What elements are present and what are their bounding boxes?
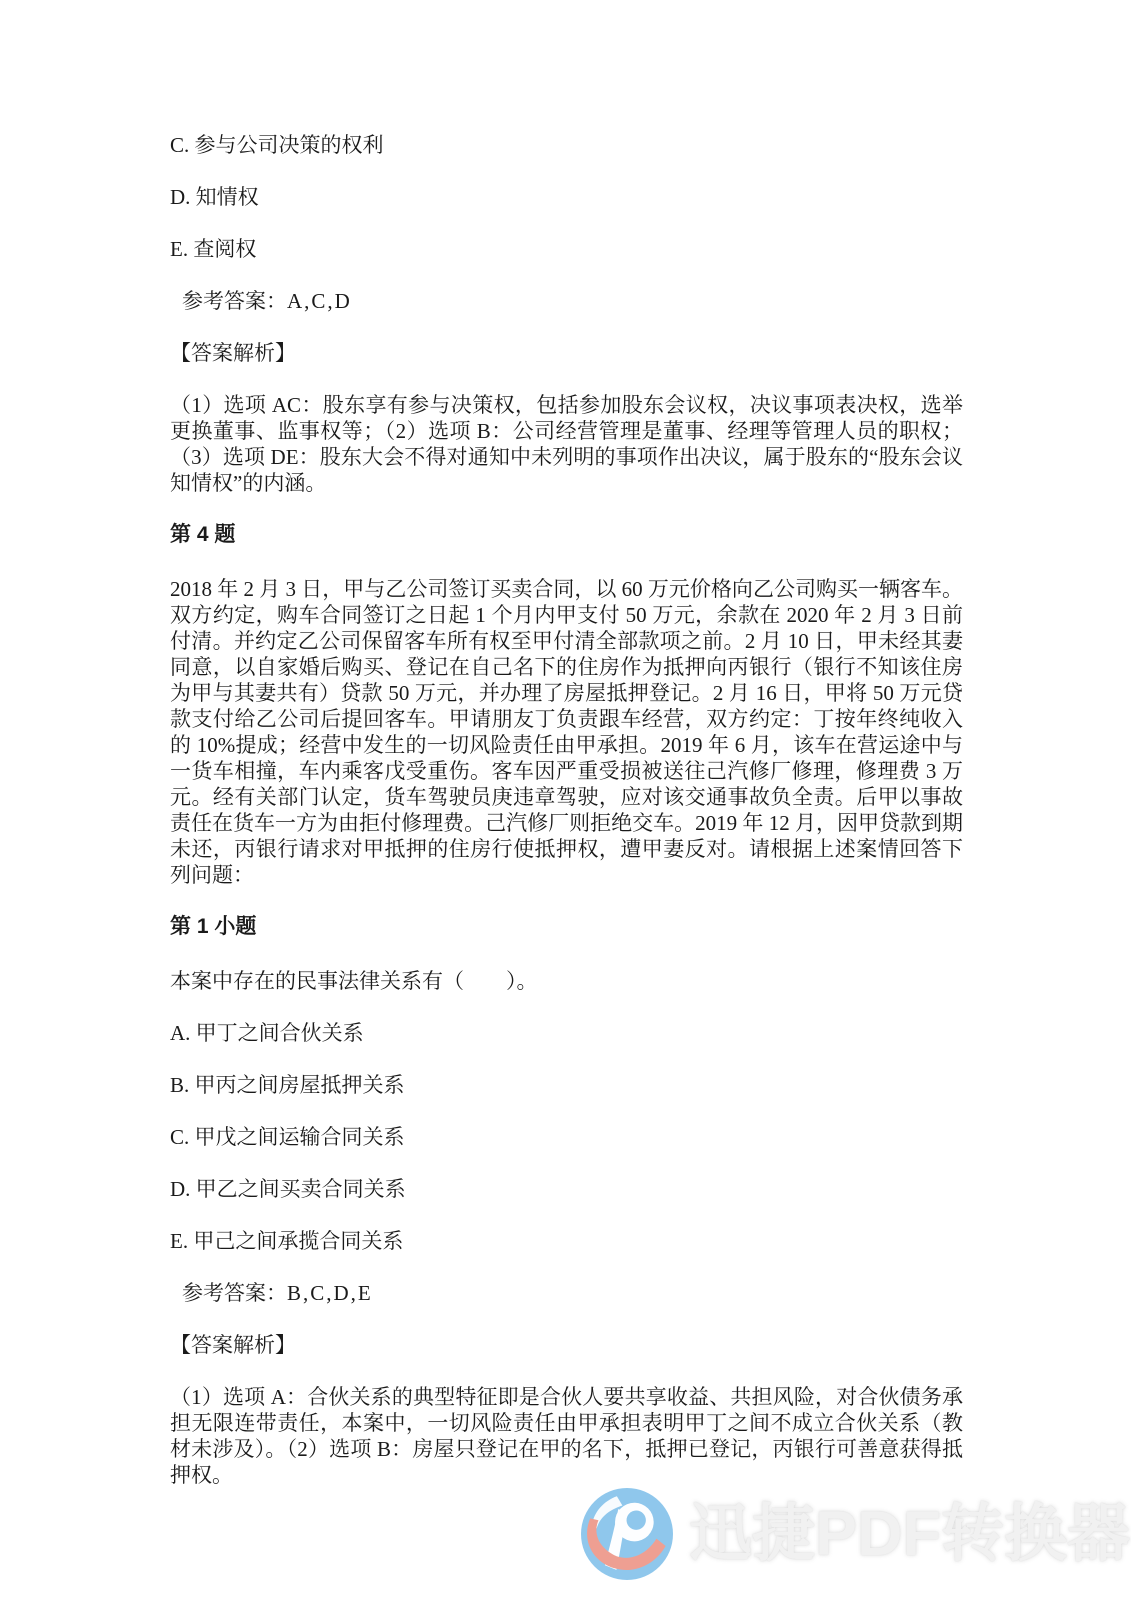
option-row-c: C. 甲戊之间运输合同关系 (170, 1125, 405, 1149)
option-row-e: E. 查阅权 (170, 237, 257, 261)
option-row-a: A. 甲丁之间合伙关系 (170, 1021, 364, 1045)
content-area (170, 132, 963, 1514)
analysis-paragraph: （1）选项 A：合伙关系的典型特征即是合伙人要共享收益、共担风险，对合伙债务承担无限连带责任，本案中，一切风险责任由甲承担表明甲丁之间不成立合伙关系（教材未涉及）。（2）选项 B：房屋只登记在甲的名下，抵押已登记，丙银行可善意获得抵押权。 (170, 1385, 963, 1487)
analysis-paragraph: （1）选项 AC：股东享有参与决策权，包括参加股东会议权，决议事项表决权，选举更换董事、监事权等；（2）选项 B：公司经营管理是董事、经理等管理人员的职权；（3）选项 DE：股东大会不得对通知中未列明的事项作出决议，属于股东的“股东会议知情权”的内涵。 (170, 393, 963, 495)
reference-answer-line (170, 1280, 963, 1306)
reference-answer-value: A,C,D (287, 289, 352, 313)
analysis-heading: 【答案解析】 (170, 1333, 296, 1357)
analysis-heading: 【答案解析】 (170, 341, 296, 365)
watermark-text: 迅捷PDF转换器 (689, 1499, 1130, 1569)
reference-answer-line (170, 288, 963, 314)
reference-answer-label: 参考答案： (182, 1281, 287, 1305)
watermark (581, 1478, 1130, 1590)
question4-title: 第 4 题 (170, 523, 236, 546)
reference-answer-label: 参考答案： (182, 289, 287, 313)
sub-question1-title: 第 1 小题 (170, 915, 257, 938)
question4-case-text: 2018 年 2 月 3 日，甲与乙公司签订买卖合同，以 60 万元价格向乙公司购买一辆客车。双方约定，购车合同签订之日起 1 个月内甲支付 50 万元，余款在 2020 年 2 月 3 日前付清。并约定乙公司保留客车所有权至甲付清全部款项之前。2 月 10 日，甲未经其妻同意，以自家婚后购买、登记在自己名下的住房作为抵押向丙银行（银行不知该住房为甲与其妻共有）贷款 50 万元，并办理了房屋抵押登记。2 月 16 日，甲将 50 万元贷款支付给乙公司后提回客车。甲请朋友丁负责跟车经营，双方约定：丁按年终纯收入的 10%提成；经营中发生的一切风险责任由甲承担。2019 年 6 月，该车在营运途中与一货车相撞，车内乘客戊受重伤。客车因严重受损被送往己汽修厂修理，修理费 3 万元。经有关部门认定，货车驾驶员庚违章驾驶，应对该交通事故负全责。后甲以事故责任在货车一方为由拒付修理费。己汽修厂则拒绝交车。2019 年 12 月，因甲贷款到期未还，丙银行请求对甲抵押的住房行使抵押权，遭甲妻反对。请根据上述案情回答下列问题： (170, 577, 963, 887)
reference-answer-value: B,C,D,E (287, 1281, 373, 1305)
option-row-e: E. 甲己之间承揽合同关系 (170, 1229, 404, 1253)
pdf-converter-logo-icon (581, 1488, 673, 1580)
sub-question1-stem: 本案中存在的民事法律关系有（ ）。 (170, 969, 538, 993)
option-row-c: C. 参与公司决策的权利 (170, 133, 384, 157)
option-row-d: D. 知情权 (170, 185, 259, 209)
option-row-b: B. 甲丙之间房屋抵押关系 (170, 1073, 405, 1097)
option-row-d: D. 甲乙之间买卖合同关系 (170, 1177, 406, 1201)
